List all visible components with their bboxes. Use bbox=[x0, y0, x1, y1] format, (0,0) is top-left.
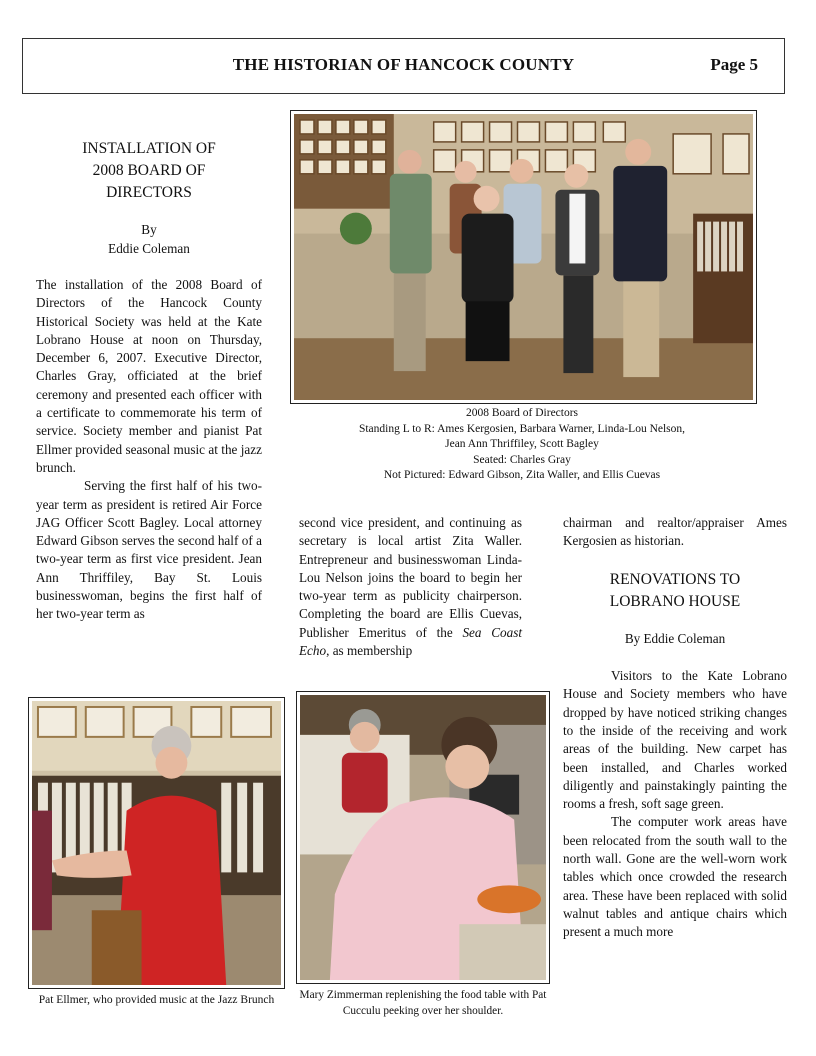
caption-line: 2008 Board of Directors bbox=[465, 407, 579, 419]
headline-line: INSTALLATION OF bbox=[82, 140, 216, 157]
article-renovations-paragraph-1: Visitors to the Kate Lobrano House and Society members who have dropped by have noticed striking changes to the inside of the receiving and work areas of the building. New carpet has been installed, and Charles worked diligently and painstakingly painting the rooms a fresh, soft sage green. bbox=[563, 668, 787, 812]
article-renovations-col bbox=[563, 514, 787, 942]
publication-name: Sea Coast Echo bbox=[299, 624, 523, 659]
headline-line: DIRECTORS bbox=[106, 184, 192, 201]
headline-line: 2008 BOARD OF bbox=[92, 162, 206, 179]
article-installation-headline bbox=[36, 138, 262, 204]
pat-ellmer-caption: Pat Ellmer, who provided music at the Jazz Brunch bbox=[38, 994, 275, 1006]
paragraph-text: second vice president, and continuing as secretary is local artist Zita Waller. Entrepreneur and businesswoman Linda-Lou Nelson joins the board to begin her two-year term as publicity chairperson. Completing the board are Ellis Cuevas, Publisher Emeritus of the bbox=[299, 515, 522, 640]
page-number: Page 5 bbox=[710, 55, 758, 74]
board-photo-caption bbox=[295, 406, 749, 484]
page-header bbox=[22, 38, 785, 94]
pat-ellmer-photo bbox=[28, 697, 285, 989]
mary-zimmerman-photo bbox=[296, 691, 550, 984]
article-installation-byline bbox=[36, 221, 262, 258]
article-renovations-paragraph-2: The computer work areas have been relocated from the south wall to the north wall. Gone are the well-worn work tables which once crowded the research area. These have been replaced with solid walnut tables and antique chairs which present a much more bbox=[563, 814, 787, 940]
article-renovations-byline: By Eddie Coleman bbox=[624, 630, 726, 646]
caption-line: Seated: Charles Gray bbox=[473, 453, 571, 466]
byline-author: Eddie Coleman bbox=[108, 240, 190, 256]
caption-line: Jean Ann Thriffiley, Scott Bagley bbox=[445, 438, 599, 450]
caption-line: Standing L to R: Ames Kergosien, Barbara Warner, Linda-Lou Nelson, bbox=[358, 422, 686, 435]
article-renovations-headline bbox=[563, 569, 787, 613]
board-photo-image bbox=[294, 114, 753, 400]
headline-line: LOBRANO HOUSE bbox=[609, 592, 741, 610]
article-installation-paragraph-1: The installation of the 2008 Board of Directors of the Hancock County Historical Society was held at the Kate Lobrano House at noon on Thursday, December 6, 2007. Executive Director, Charles Gray, officiated at the brief ceremony and presented each officer with a certificate to commemorate his term of service. Society member and pianist Pat Ellmer provided seasonal music at the jazz brunch. bbox=[36, 277, 262, 475]
article-installation-paragraph-3 bbox=[299, 514, 522, 660]
newsletter-title: THE HISTORIAN OF HANCOCK COUNTY bbox=[232, 55, 575, 74]
article-installation-paragraph-4: chairman and realtor/appraiser Ames Kergosien as historian. bbox=[563, 515, 787, 549]
mary-zimmerman-caption: Mary Zimmerman replenishing the food table with Pat Cucculu peeking over her shoulder. bbox=[299, 989, 547, 1017]
mary-zimmerman-image bbox=[300, 695, 546, 980]
pat-ellmer-image bbox=[32, 701, 281, 985]
headline-line: RENOVATIONS TO bbox=[609, 570, 741, 588]
caption-line: Not Pictured: Edward Gibson, Zita Waller, and Ellis Cuevas bbox=[383, 469, 661, 481]
paragraph-text: , as membership bbox=[326, 643, 413, 659]
board-of-directors-photo bbox=[290, 110, 757, 404]
byline-by: By bbox=[141, 222, 157, 237]
article-installation-col2 bbox=[299, 514, 522, 660]
article-installation-col1 bbox=[36, 138, 262, 624]
article-installation-paragraph-2: Serving the first half of his two-year term as president is retired Air Force JAG Officer Scott Bagley. Local attorney Edward Gibson serves the second half of a two-year term as first vice president. Jean Ann Thriffiley, Bay St. Louis businesswoman, begins the first half of her two-year term as bbox=[36, 478, 262, 622]
